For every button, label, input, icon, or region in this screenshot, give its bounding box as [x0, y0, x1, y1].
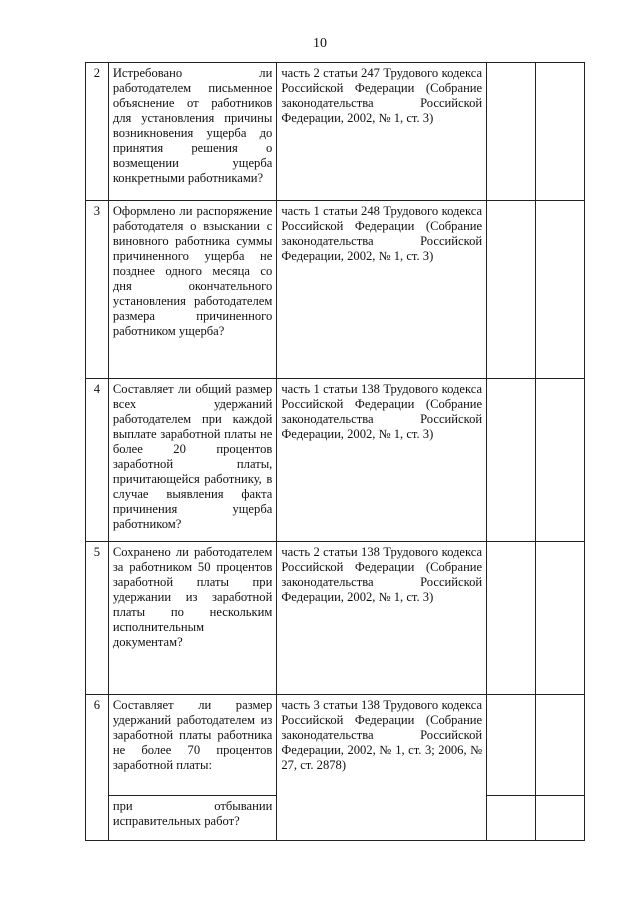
sub-question-text: при отбывании исправительных работ?	[108, 796, 277, 841]
legal-reference: часть 2 статьи 138 Трудового кодекса Российской Федерации (Собрание законодательства Российской Федерации, 2002, № 1, ст. 3)	[277, 542, 487, 695]
question-text: Сохранено ли работодателем за работником 50 процентов заработной платы при удержании из заработной платы по нескольким исполнительным документам?	[108, 542, 277, 695]
answer-cell-yes	[487, 379, 536, 542]
legal-reference: часть 2 статьи 247 Трудового кодекса Российской Федерации (Собрание законодательства Российской Федерации, 2002, № 1, ст. 3)	[277, 63, 487, 201]
table-row	[86, 201, 585, 379]
page-number: 10	[313, 36, 327, 51]
legal-reference: часть 1 статьи 138 Трудового кодекса Российской Федерации (Собрание законодательства Российской Федерации, 2002, № 1, ст. 3)	[277, 379, 487, 542]
row-number: 2	[86, 63, 109, 201]
answer-cell-no	[536, 542, 585, 695]
answer-cell-yes	[487, 63, 536, 201]
question-text: Оформлено ли распоряжение работодателя о взыскании с виновного работника суммы причиненного ущерба не позднее одного месяца со дня окончательного установления работодателем размера причиненного работником ущерба?	[108, 201, 277, 379]
answer-cell-yes	[487, 542, 536, 695]
checklist-table	[85, 62, 585, 841]
answer-cell-no	[536, 379, 585, 542]
row-number: 3	[86, 201, 109, 379]
answer-cell-yes	[487, 201, 536, 379]
question-text: Истребовано ли работодателем письменное объяснение от работников для установления причины возникновения ущерба до принятия решения о возмещении ущерба конкретными работниками?	[108, 63, 277, 201]
table-row	[86, 379, 585, 542]
table-row	[86, 542, 585, 695]
table-row	[86, 695, 585, 796]
legal-reference: часть 3 статьи 138 Трудового кодекса Российской Федерации (Собрание законодательства Российской Федерации, 2002, № 1, ст. 3; 2006, № 27, ст. 2878)	[277, 695, 487, 841]
answer-cell-no	[536, 695, 585, 796]
answer-cell-no	[536, 201, 585, 379]
table-row	[86, 63, 585, 201]
answer-cell-yes	[487, 695, 536, 796]
legal-reference: часть 1 статьи 248 Трудового кодекса Российской Федерации (Собрание законодательства Российской Федерации, 2002, № 1, ст. 3)	[277, 201, 487, 379]
row-number: 6	[86, 695, 109, 841]
answer-cell-no	[536, 63, 585, 201]
question-text: Составляет ли общий размер всех удержаний работодателем при каждой выплате заработной платы не более 20 процентов заработной платы, причитающейся работнику, в случае выявления факта причинения ущерба работником?	[108, 379, 277, 542]
answer-cell-yes	[487, 796, 536, 841]
answer-cell-no	[536, 796, 585, 841]
question-text: Составляет ли размер удержаний работодателем из заработной платы работника не более 70 процентов заработной платы:	[108, 695, 277, 796]
row-number: 4	[86, 379, 109, 542]
row-number: 5	[86, 542, 109, 695]
